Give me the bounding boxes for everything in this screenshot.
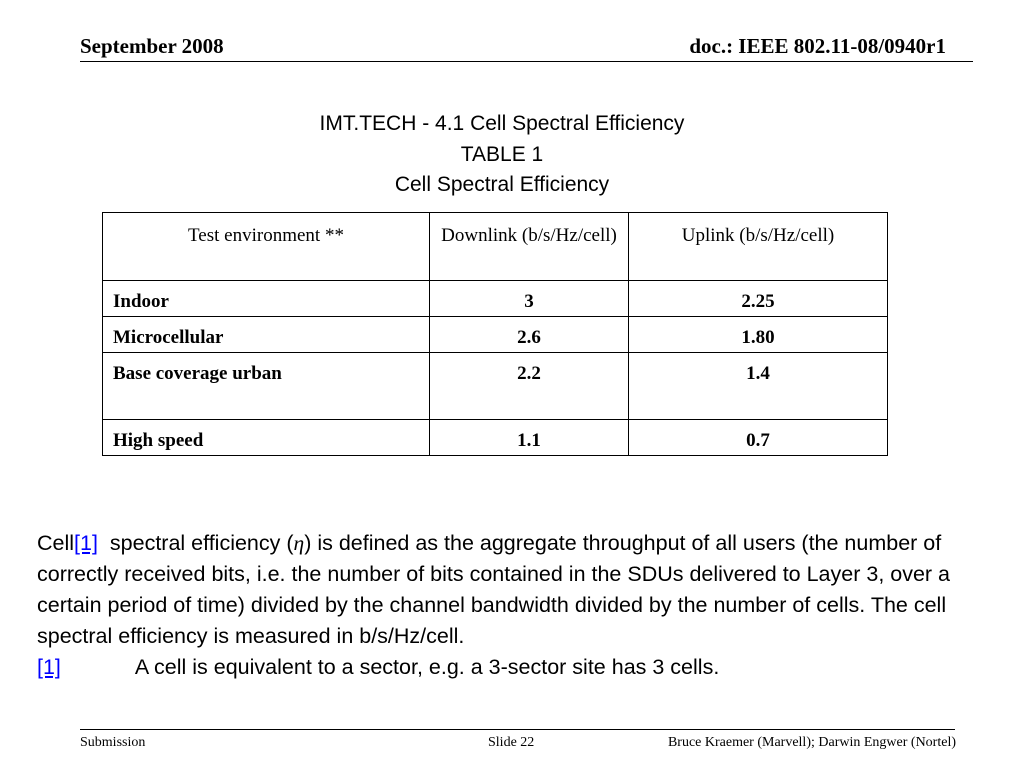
- table-row: [103, 281, 888, 317]
- table-number: TABLE 1: [460, 143, 544, 166]
- definition-paragraph: [37, 528, 997, 683]
- spectral-efficiency-table: [102, 212, 888, 456]
- header-test-environment: Test environment **: [103, 213, 430, 281]
- header-date: September 2008: [80, 34, 224, 58]
- cell-environment: Microcellular: [103, 317, 430, 353]
- definition-text-start: spectral efficiency (: [97, 531, 294, 555]
- cell-uplink: 1.4: [629, 353, 888, 420]
- cell-word: Cell: [37, 531, 75, 555]
- cell-downlink: 2.6: [430, 317, 629, 353]
- footer-submission: Submission: [80, 735, 146, 750]
- footer-authors: Bruce Kraemer (Marvell); Darwin Engwer (Nortel): [667, 735, 956, 750]
- eta-symbol: η: [293, 531, 305, 555]
- definition-text-rest: ) is defined as the aggregate throughput of all users (the number of correctly received bits, i.e. the number of bits contained in the SDUs delivered to Layer 3, over a certain period of time) divided by the channel bandwidth divided by the number of cells. The cell spectral efficiency is measured in b/s/Hz/cell.: [37, 531, 951, 648]
- table-row: [103, 353, 888, 420]
- table-row: [103, 420, 888, 456]
- cell-downlink: 3: [430, 281, 629, 317]
- cell-downlink: 1.1: [430, 420, 629, 456]
- table-caption: Cell Spectral Efficiency: [394, 173, 610, 196]
- cell-uplink: 0.7: [629, 420, 888, 456]
- cell-environment: High speed: [103, 420, 430, 456]
- cell-uplink: 1.80: [629, 317, 888, 353]
- header-uplink: Uplink (b/s/Hz/cell): [629, 213, 888, 281]
- cell-environment: Base coverage urban: [103, 353, 430, 420]
- header-rule: [80, 61, 973, 62]
- header-downlink: Downlink (b/s/Hz/cell): [430, 213, 629, 281]
- slide-title: IMT.TECH - 4.1 Cell Spectral Efficiency: [319, 112, 685, 135]
- table-header-row: [103, 213, 888, 281]
- footnote-link[interactable]: [1]: [37, 655, 61, 679]
- reference-link[interactable]: [1]: [74, 531, 98, 555]
- cell-downlink: 2.2: [430, 353, 629, 420]
- header-doc-id: doc.: IEEE 802.11-08/0940r1: [689, 34, 946, 58]
- footer-slide-number: Slide 22: [488, 735, 535, 750]
- cell-uplink: 2.25: [629, 281, 888, 317]
- footer-rule: [80, 729, 955, 730]
- footnote-text: A cell is equivalent to a sector, e.g. a 3-sector site has 3 cells.: [134, 655, 720, 679]
- table-row: [103, 317, 888, 353]
- cell-environment: Indoor: [103, 281, 430, 317]
